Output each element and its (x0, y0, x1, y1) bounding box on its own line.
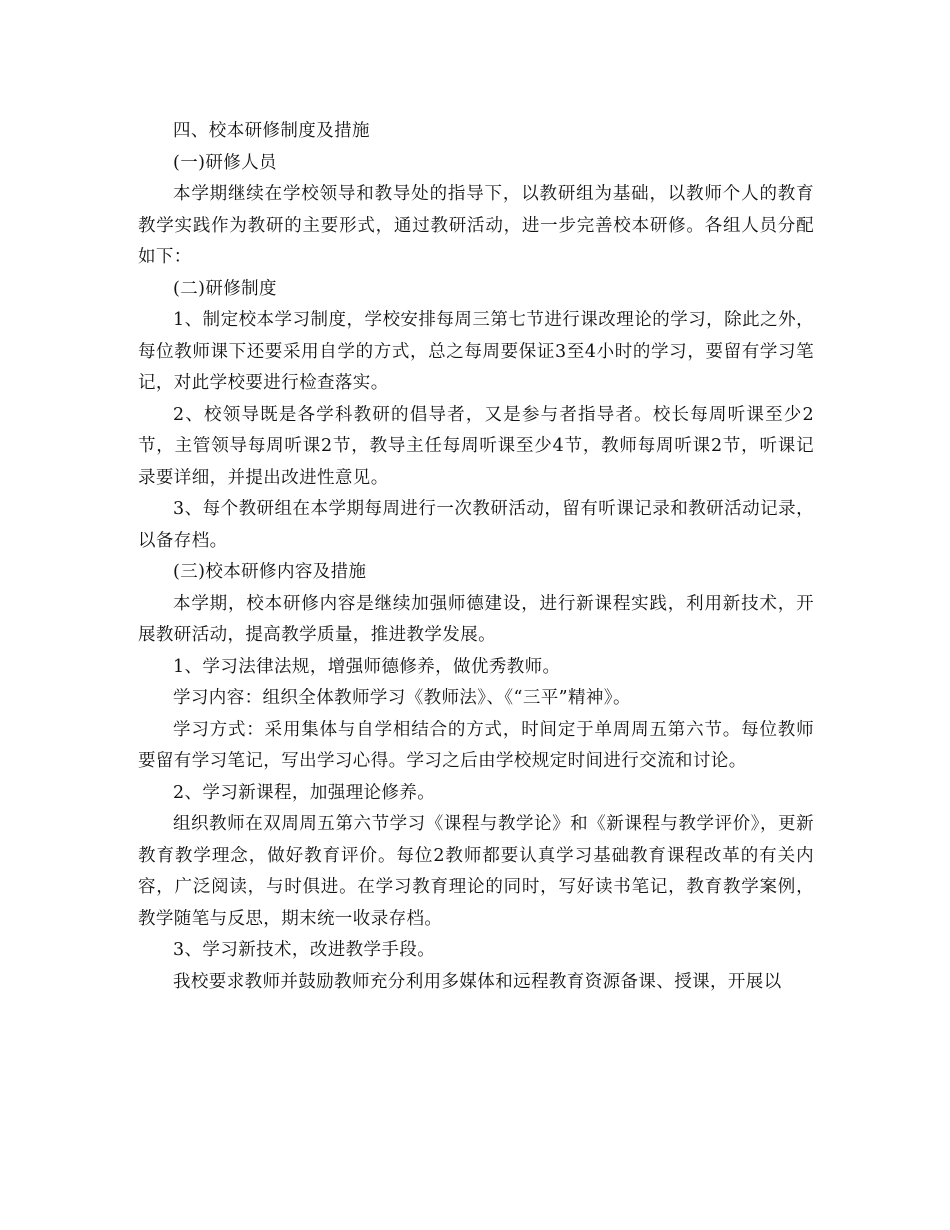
body-paragraph: 本学期继续在学校领导和教导处的指导下，以教研组为基础，以教师个人的教育教学实践作为教研的主要形式，通过教研活动，进一步完善校本研修。各组人员分配如下： (138, 184, 814, 267)
body-paragraph: 3、每个教研组在本学期每周进行一次教研活动，留有听课记录和教研活动记录，以备存档。 (138, 499, 814, 551)
body-paragraph: 我校要求教师并鼓励教师充分利用多媒体和远程教育资源备课、授课，开展以 (173, 971, 782, 992)
body-paragraph: 1、制定校本学习制度，学校安排每周三第七节进行课改理论的学习，除此之外，每位教师课下还要采用自学的方式，总之每周要保证3至4小时的学习，要留有学习笔记，对此学校要进行检查落实。 (138, 310, 814, 393)
subsection-heading: (三)校本研修内容及措施 (173, 562, 367, 582)
section-heading: 四、校本研修制度及措施 (173, 121, 370, 141)
list-item-heading: 2、学习新课程，加强理论修养。 (173, 782, 436, 803)
subsection-heading: (一)研修人员 (173, 152, 277, 173)
body-paragraph: 学习内容：组织全体教师学习《教师法》、《“三平”精神》。 (173, 688, 631, 708)
body-paragraph: 组织教师在双周周五第六节学习《课程与教学论》和《新课程与教学评价》，更新教育教学理念，做好教育评价。每位2教师都要认真学习基础教育课程改革的有关内容，广泛阅读，与时俱进。在学习教育理论的同时，写好读书笔记，教育教学案例，教学随笔与反思，期末统一收录存档。 (138, 814, 814, 929)
body-paragraph: 2、校领导既是各学科教研的倡导者，又是参与者指导者。校长每周听课至少2节，主管领导每周听课2节，教导主任每周听课至少4节，教师每周听课2节，听课记录要详细，并提出改进性意见。 (138, 404, 814, 488)
body-paragraph: 学习方式：采用集体与自学相结合的方式，时间定于单周周五第六节。每位教师要留有学习笔记，写出学习心得。学习之后由学校规定时间进行交流和讨论。 (138, 719, 814, 771)
document-body (138, 116, 814, 998)
list-item-heading: 3、学习新技术，改进教学手段。 (173, 940, 436, 960)
subsection-heading: (二)研修制度 (173, 278, 277, 299)
list-item-heading: 1、学习法律法规，增强师德修养，做优秀教师。 (173, 656, 561, 677)
body-paragraph: 本学期，校本研修内容是继续加强师德建设，进行新课程实践，利用新技术，开展教研活动，提高教学质量，推进教学发展。 (138, 593, 814, 645)
